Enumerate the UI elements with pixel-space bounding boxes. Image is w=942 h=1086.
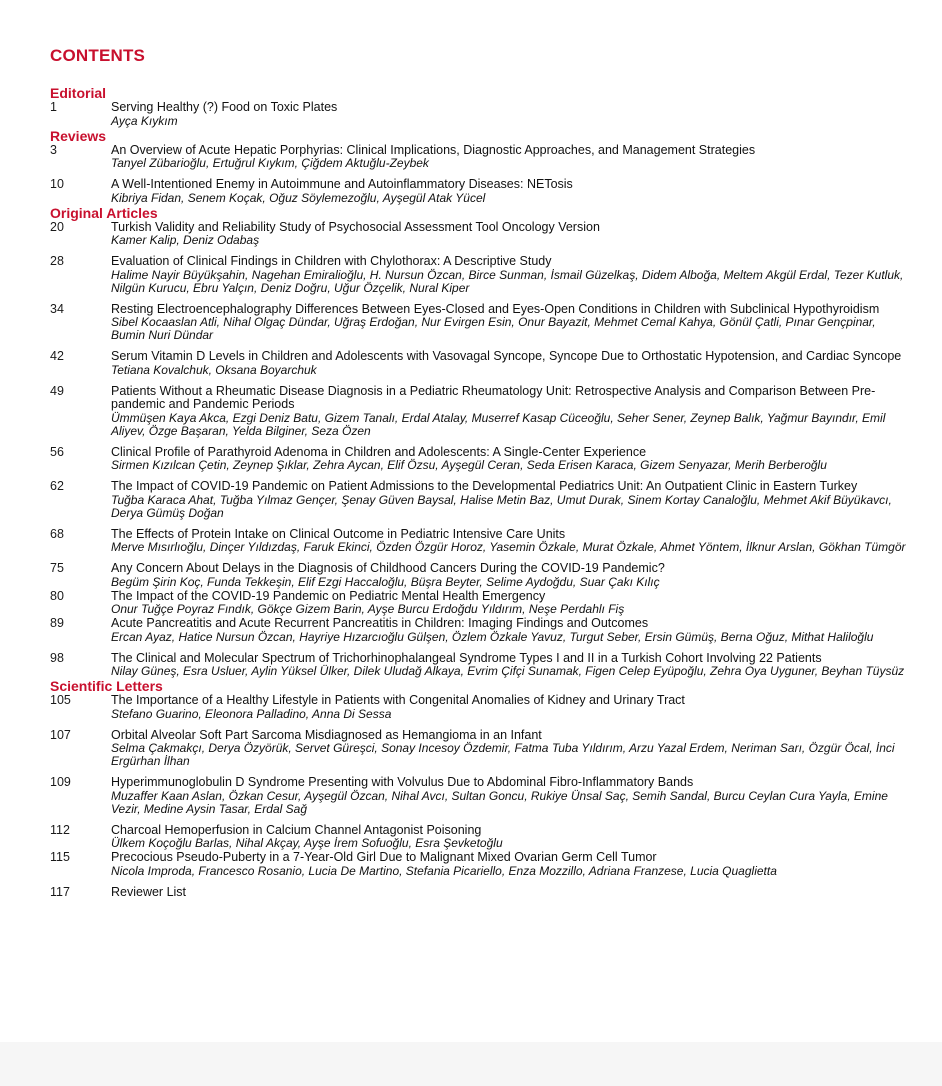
- page-number: 42: [50, 349, 64, 363]
- article-title[interactable]: The Clinical and Molecular Spectrum of Trichorhinophalangeal Syndrome Types I and II in a Turkish Cohort Involving 22 Patients: [111, 650, 822, 665]
- toc-entry[interactable]: [50, 562, 910, 589]
- page-number: 56: [50, 444, 64, 459]
- toc-entry[interactable]: [50, 385, 910, 438]
- page-number: 28: [50, 254, 64, 268]
- entry-body: [111, 694, 910, 721]
- article-authors: Sirmen Kızılcan Çetin, Zeynep Şıklar, Zehra Aycan, Elif Özsu, Ayşegül Ceran, Seda Erisen Karaca, Gizem Senyazar, Merih Berberoğlu: [111, 458, 827, 472]
- entry-body: [111, 851, 910, 878]
- entry-body: [111, 528, 910, 555]
- article-title[interactable]: Reviewer List: [111, 884, 187, 899]
- article-authors: Ümmüşen Kaya Akca, Ezgi Deniz Batu, Gizem Tanalı, Erdal Atalay, Muserref Kasap Cüceoğlu, Seher Sener, Zeynep Balık, Yağmur Bayındır, Emil Aliyev, Özge Başaran, Yelda Bilginer, Seza Özen: [111, 410, 886, 438]
- article-authors: Ayça Kıykım: [111, 113, 178, 128]
- article-authors: Nilay Güneş, Esra Usluer, Aylin Yüksel Ülker, Dilek Uludağ Alkaya, Evrim Çifçi Sunamak, Figen Celep Eyüpoğlu, Zehra Oya Uyguner, Beyhan Tüysüz: [111, 664, 905, 678]
- entry-body: [111, 446, 910, 473]
- article-title[interactable]: A Well-Intentioned Enemy in Autoimmune and Autoinflammatory Diseases: NETosis: [111, 177, 573, 191]
- article-title[interactable]: Clinical Profile of Parathyroid Adenoma in Children and Adolescents: A Single-Center Experience: [111, 444, 647, 459]
- entry-body: [111, 350, 910, 377]
- page-number: 98: [50, 650, 64, 665]
- article-authors: Muzaffer Kaan Aslan, Özkan Cesur, Ayşegül Özcan, Nihal Avcı, Sultan Goncu, Rukiye Ünsal Saç, Semih Sandal, Burcu Ceylan Cura Yayla, Emine Vezir, Medine Aysin Tasar, Erdal Sağ: [111, 788, 888, 816]
- page-number: 107: [50, 727, 71, 742]
- toc-entry[interactable]: [50, 694, 910, 721]
- entry-body: [111, 480, 910, 520]
- entry-body: [111, 652, 910, 679]
- page-number: 34: [50, 301, 64, 316]
- toc-entry[interactable]: [50, 729, 910, 769]
- article-title[interactable]: Resting Electroencephalography Differences Between Eyes-Closed and Eyes-Open Conditions in Children with Subclinical Hypothyroidism: [111, 301, 880, 316]
- article-authors: Onur Tuğçe Poyraz Fındık, Gökçe Gizem Barin, Ayşe Burcu Erdoğdu Yıldırım, Neşe Perdahlı Fiş: [111, 602, 625, 616]
- article-title[interactable]: Acute Pancreatitis and Acute Recurrent Pancreatitis in Children: Imaging Findings and Outcomes: [111, 616, 649, 630]
- article-title[interactable]: Patients Without a Rheumatic Disease Diagnosis in a Pediatric Rheumatology Unit: Retrospective Analysis and Comparison Between Pre-pandemic and Pandemic Periods: [111, 383, 876, 411]
- page-number: 75: [50, 561, 64, 575]
- article-authors: Stefano Guarino, Eleonora Palladino, Anna Di Sessa: [111, 706, 392, 721]
- page-number: 115: [50, 850, 70, 864]
- toc-entry[interactable]: [50, 178, 910, 205]
- article-title[interactable]: Any Concern About Delays in the Diagnosis of Childhood Cancers During the COVID-19 Pandemic?: [111, 561, 665, 575]
- entry-body: [111, 178, 910, 205]
- toc-entry[interactable]: [50, 617, 910, 644]
- toc-entry[interactable]: [50, 776, 910, 816]
- toc-entry[interactable]: [50, 144, 910, 171]
- page-number: 105: [50, 693, 71, 707]
- entry-body: [111, 255, 910, 295]
- bottom-band: [0, 1042, 942, 1086]
- toc-entry[interactable]: [50, 221, 910, 248]
- toc-entry[interactable]: [50, 886, 910, 900]
- toc-entry[interactable]: [50, 652, 910, 679]
- section-title: Original Articles: [50, 204, 158, 221]
- entry-body: [111, 221, 910, 248]
- page-number: 49: [50, 383, 64, 398]
- toc-entry[interactable]: [50, 446, 910, 473]
- article-title[interactable]: Evaluation of Clinical Findings in Children with Chylothorax: A Descriptive Study: [111, 254, 552, 268]
- toc-entry[interactable]: [50, 255, 910, 295]
- article-title[interactable]: The Impact of COVID-19 Pandemic on Patient Admissions to the Developmental Pediatrics Unit: An Outpatient Clinic in Eastern Turkey: [111, 479, 858, 493]
- toc-entry[interactable]: [50, 480, 910, 520]
- entry-body: [111, 886, 910, 900]
- page-number: 20: [50, 219, 64, 234]
- entry-body: [111, 824, 910, 851]
- entry-body: [111, 101, 910, 128]
- section-title: Scientific Letters: [50, 678, 163, 694]
- page-number: 68: [50, 526, 64, 541]
- entry-body: [111, 385, 910, 438]
- table-of-contents: [50, 86, 910, 907]
- page-number: 1: [50, 100, 57, 114]
- article-authors: Nicola Improda, Francesco Rosanio, Lucia De Martino, Stefania Picariello, Enza Mozzillo, Adriana Franzese, Lucia Quaglietta: [111, 863, 777, 878]
- article-title[interactable]: Charcoal Hemoperfusion in Calcium Channel Antagonist Poisoning: [111, 822, 482, 837]
- toc-entry[interactable]: [50, 101, 910, 128]
- entry-body: [111, 303, 910, 343]
- article-authors: Ülkem Koçoğlu Barlas, Nihal Akçay, Ayşe İrem Sofuoğlu, Esra Şevketoğlu: [111, 836, 503, 850]
- page-number: 109: [50, 775, 71, 789]
- article-authors: Tetiana Kovalchuk, Oksana Boyarchuk: [111, 362, 317, 377]
- page-title: CONTENTS: [50, 46, 146, 65]
- toc-entry[interactable]: [50, 350, 910, 377]
- article-authors: Ercan Ayaz, Hatice Nursun Özcan, Hayriye Hızarcıoğlu Gülşen, Özlem Özkale Yavuz, Turgut Seber, Ersin Gümüş, Berna Oğuz, Mithat Haliloğlu: [111, 629, 874, 644]
- article-authors: Tanyel Zübarioğlu, Ertuğrul Kıykım, Çiğdem Aktuğlu-Zeybek: [111, 156, 429, 170]
- toc-entry[interactable]: [50, 528, 910, 555]
- page-number: 10: [50, 177, 64, 191]
- section-title: Editorial: [50, 85, 107, 101]
- toc-entry[interactable]: [50, 824, 910, 851]
- article-authors: Kamer Kalip, Deniz Odabaş: [111, 233, 260, 247]
- article-title[interactable]: Orbital Alveolar Soft Part Sarcoma Misdiagnosed as Hemangioma in an Infant: [111, 727, 542, 742]
- article-title[interactable]: Serving Healthy (?) Food on Toxic Plates: [111, 100, 338, 114]
- article-title[interactable]: The Impact of the COVID-19 Pandemic on Pediatric Mental Health Emergency: [111, 588, 546, 603]
- article-authors: Tuğba Karaca Ahat, Tuğba Yılmaz Gençer, Şenay Güven Baysal, Halise Metin Baz, Umut Durak, Sinem Kortay Canaloğlu, Mehmet Akif Büyükavcı, Derya Gümüş Doğan: [111, 492, 892, 520]
- article-authors: Kibriya Fidan, Senem Koçak, Oğuz Söylemezoğlu, Ayşegül Atak Yücel: [111, 190, 486, 205]
- entry-body: [111, 729, 910, 769]
- article-title[interactable]: Precocious Pseudo-Puberty in a 7-Year-Old Girl Due to Malignant Mixed Ovarian Germ Cell Tumor: [111, 850, 657, 864]
- article-title[interactable]: Turkish Validity and Reliability Study of Psychosocial Assessment Tool Oncology Version: [111, 219, 600, 234]
- toc-entry[interactable]: [50, 851, 910, 878]
- article-authors: Halime Nayir Büyükşahin, Nagehan Emiralioğlu, H. Nursun Özcan, Birce Sunman, İsmail Güzelkaş, Didem Alboğa, Meltem Akgül Erdal, Tezer Kutluk, Nilgün Kurucu, Ebru Yalçın, Deniz Doğru, Uğur Özçelik, Nural Kiper: [111, 267, 904, 295]
- article-title[interactable]: The Effects of Protein Intake on Clinical Outcome in Pediatric Intensive Care Units: [111, 526, 566, 541]
- page-number: 89: [50, 616, 64, 630]
- page-number: 117: [50, 884, 70, 899]
- page-number: 62: [50, 479, 64, 493]
- article-title[interactable]: The Importance of a Healthy Lifestyle in Patients with Congenital Anomalies of Kidney and Urinary Tract: [111, 693, 685, 707]
- toc-entry[interactable]: [50, 590, 910, 617]
- article-title[interactable]: Hyperimmunoglobulin D Syndrome Presenting with Volvulus Due to Abdominal Fibro-Inflammatory Bands: [111, 775, 694, 789]
- entry-body: [111, 144, 910, 171]
- article-authors: Merve Mısırlıoğlu, Dinçer Yıldızdaş, Faruk Ekinci, Özden Özgür Horoz, Yasemin Özkale, Murat Özkale, Ahmet Yöntem, İlknur Arslan, Gökhan Tümgör: [111, 540, 906, 554]
- page-number: 112: [50, 822, 70, 837]
- entry-body: [111, 776, 910, 816]
- section-title: Reviews: [50, 127, 107, 144]
- entry-body: [111, 562, 910, 589]
- article-title[interactable]: Serum Vitamin D Levels in Children and Adolescents with Vasovagal Syncope, Syncope Due to Orthostatic Hypotension, and Cardiac Syncope: [111, 349, 902, 363]
- article-title[interactable]: An Overview of Acute Hepatic Porphyrias: Clinical Implications, Diagnostic Approaches, and Management Strategies: [111, 142, 756, 157]
- article-authors: Sibel Kocaaslan Atli, Nihal Olgaç Dündar, Uğraş Erdoğan, Nur Evirgen Esin, Onur Bayazit, Mehmet Cemal Kahya, Gönül Çatli, Pınar Gençpinar, Bumin Nuri Dündar: [111, 315, 876, 342]
- entry-body: [111, 617, 910, 644]
- toc-entry[interactable]: [50, 303, 910, 343]
- article-authors: Begüm Şirin Koç, Funda Tekkeşin, Elif Ezgi Haccaloğlu, Büşra Beyter, Selime Aydoğdu, Suar Çakı Kılıç: [111, 574, 660, 589]
- page-number: 3: [50, 142, 57, 157]
- page-number: 80: [50, 588, 64, 603]
- entry-body: [111, 590, 910, 617]
- article-authors: Selma Çakmakçı, Derya Özyörük, Servet Güreşci, Sonay Incesoy Özdemir, Fatma Tuba Yıldırım, Arzu Yazal Erdem, Neriman Sarı, Özgür Öcal, İnci Ergürhan İlhan: [111, 741, 895, 768]
